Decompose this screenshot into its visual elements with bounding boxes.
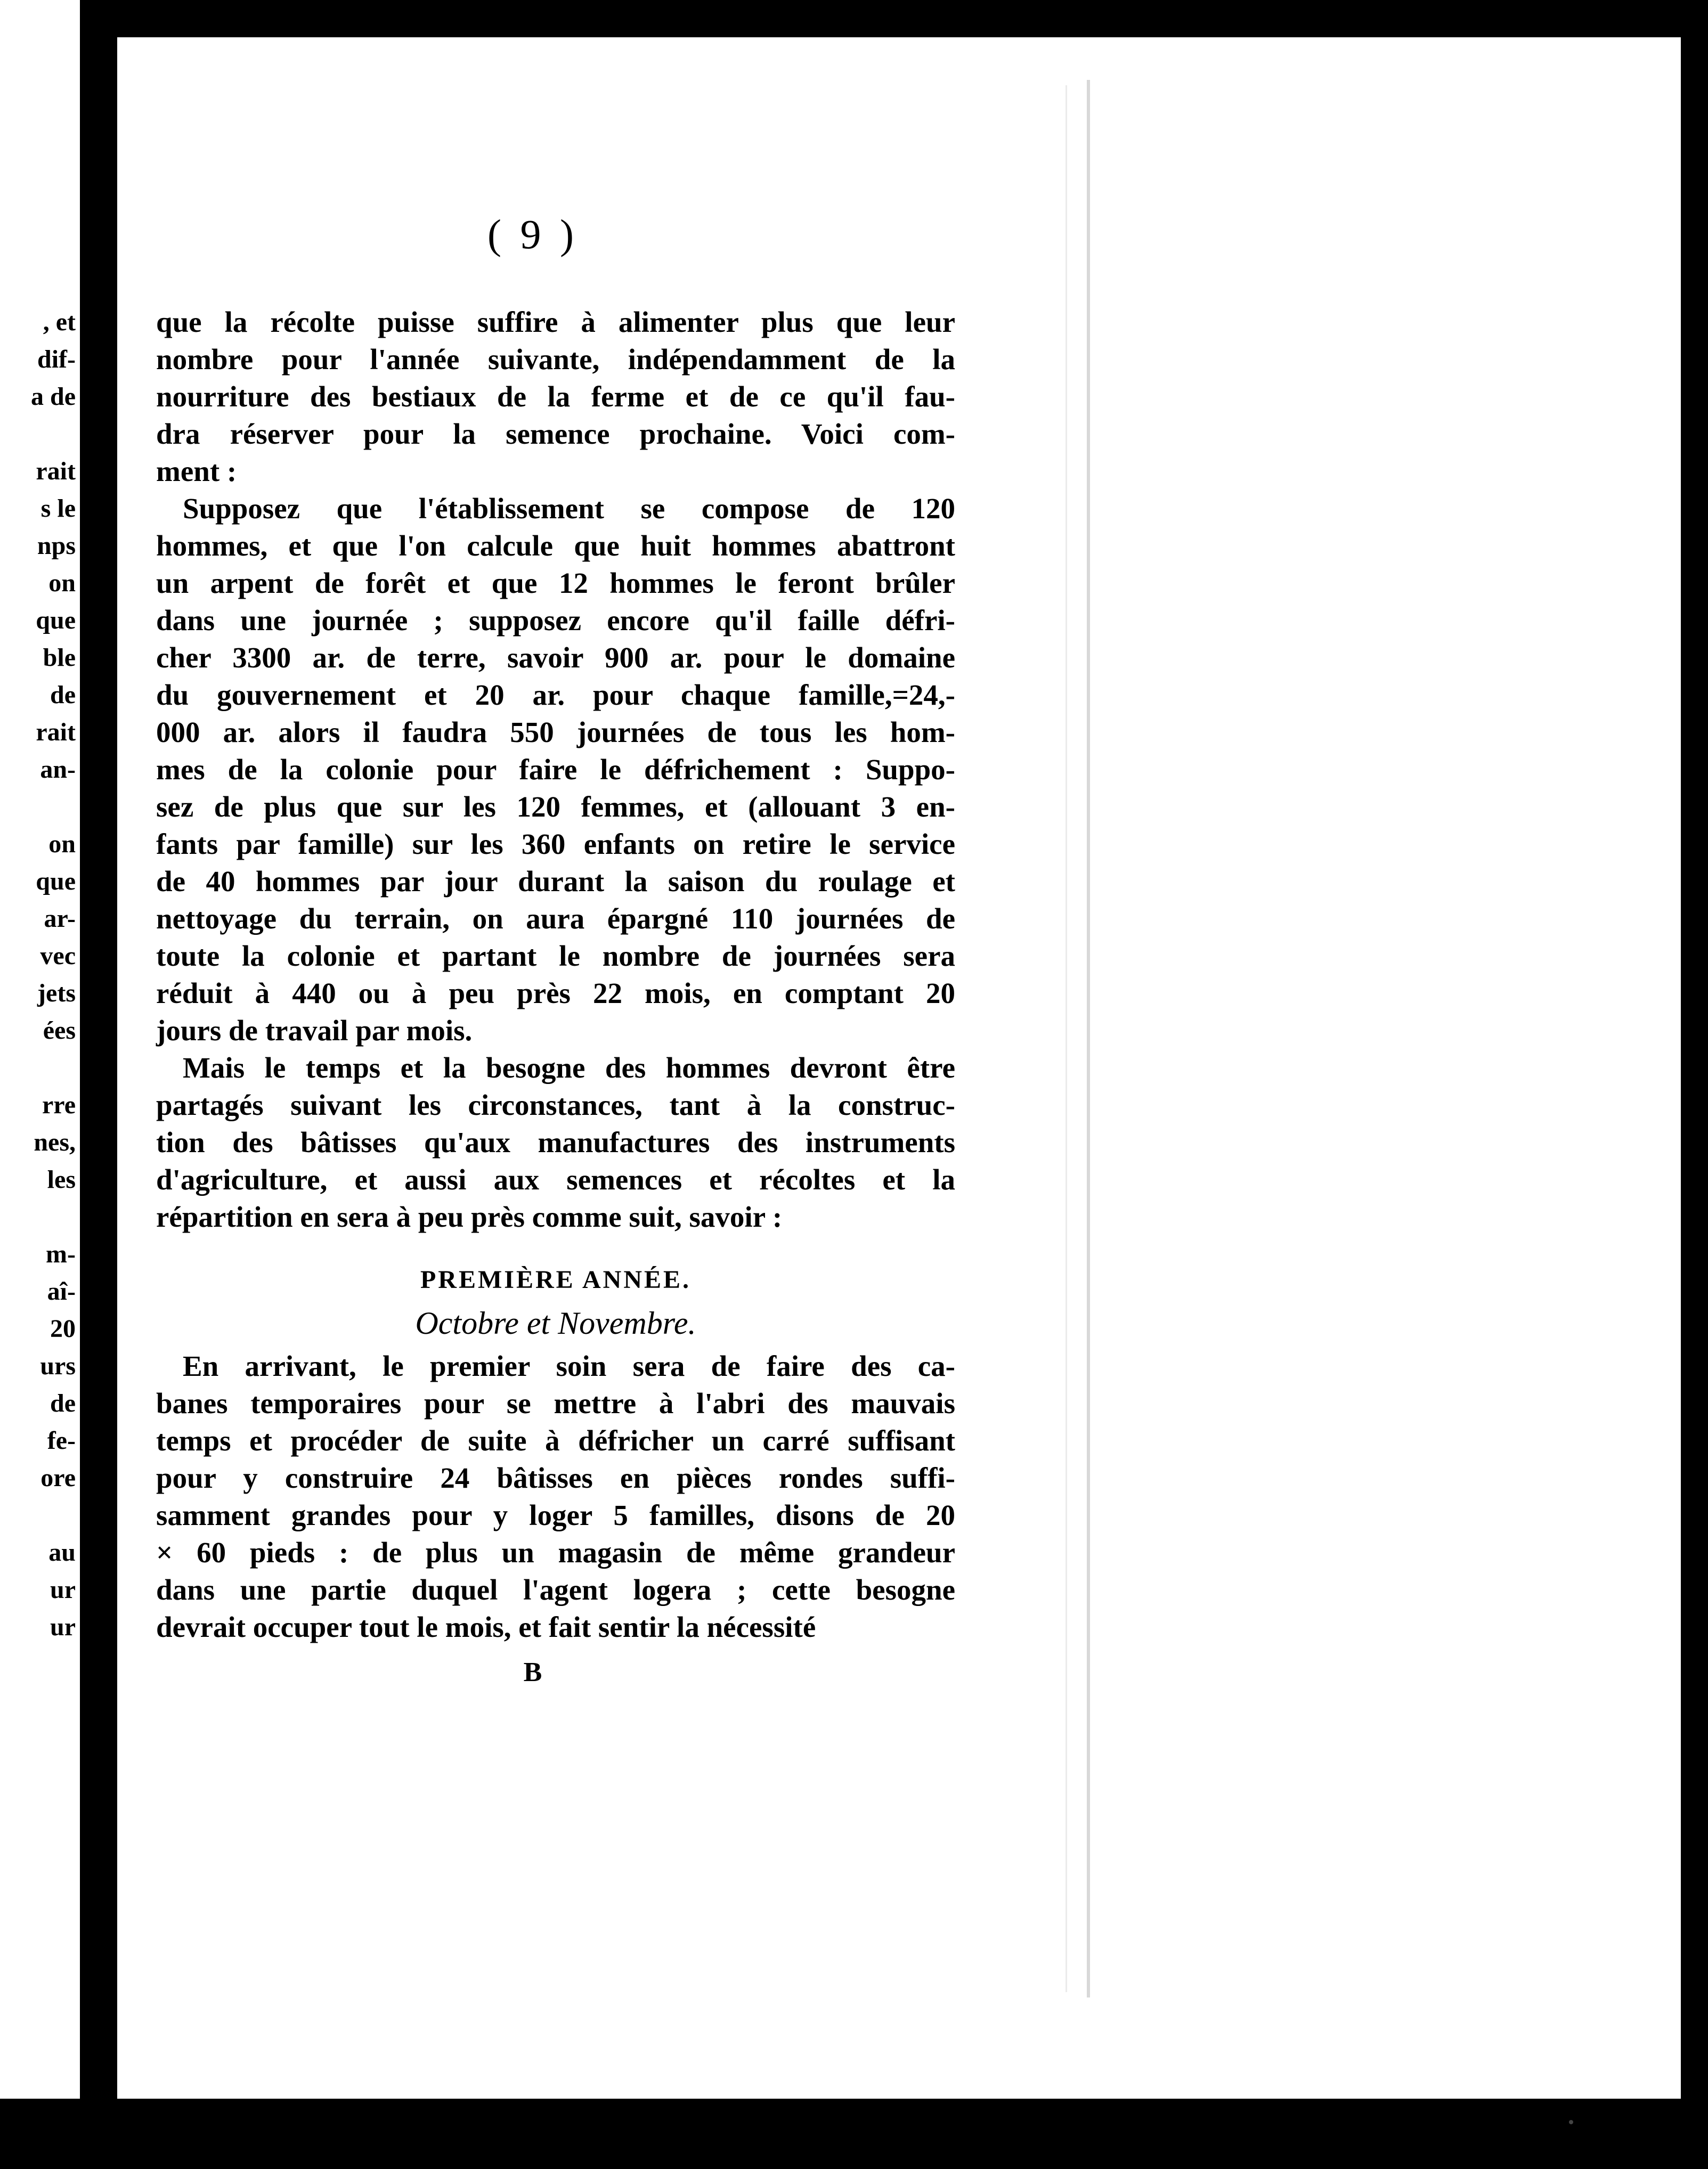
- paragraph-1: [156, 304, 955, 490]
- text-line: dans une journée ; supposez encore qu'il faille défri-: [156, 604, 955, 637]
- text-line: dra réserver pour la semence prochaine. Voici com-: [156, 418, 955, 450]
- previous-page-fragment: dif-: [37, 345, 76, 373]
- text-line: nettoyage du terrain, on aura épargné 110 journées de: [156, 902, 955, 935]
- previous-page-fragment: jets: [37, 979, 76, 1007]
- text-line: banes temporaires pour se mettre à l'abri des mauvais: [156, 1387, 955, 1420]
- previous-page-fragment: au: [48, 1538, 76, 1567]
- book-gutter-shadow: [80, 0, 117, 2099]
- paragraph-2: [156, 490, 955, 1049]
- previous-page-fragment: ore: [40, 1464, 76, 1492]
- previous-page-fragment: ble: [43, 643, 76, 672]
- text-line: temps et procéder de suite à défricher un carré suffisant: [156, 1424, 955, 1457]
- previous-page-fragment: [0, 1497, 80, 1534]
- previous-page-fragment: vec: [40, 942, 76, 970]
- previous-page-fragment: [0, 1049, 80, 1087]
- previous-page-fragment: [0, 788, 80, 826]
- page-fold-shadow: [1066, 85, 1067, 1992]
- previous-page-fragment: les: [47, 1165, 76, 1194]
- previous-page-fragment: rait: [36, 718, 76, 746]
- text-line: répartition en sera à peu près comme suit, savoir :: [156, 1201, 783, 1233]
- previous-page-fragment: que: [36, 867, 76, 895]
- previous-page-fragment: aî-: [47, 1277, 76, 1306]
- text-line: un arpent de forêt et que 12 hommes le feront brûler: [156, 567, 955, 599]
- previous-page-fragment: ur: [50, 1613, 76, 1641]
- previous-page-fragment: rait: [36, 457, 76, 485]
- previous-page-fragment: a de: [31, 382, 76, 411]
- main-text-block: [156, 304, 955, 1236]
- text-line: toute la colonie et partant le nombre de journées sera: [156, 940, 955, 972]
- scan-speck: [1689, 1406, 1701, 1422]
- scan-border-bottom: [0, 2099, 1708, 2169]
- text-line: hommes, et que l'on calcule que huit hommes abattront: [156, 529, 955, 562]
- previous-page-fragment: nes,: [34, 1128, 76, 1156]
- previous-page-fragment: que: [36, 606, 76, 634]
- section-subheading-months: Octobre et Novembre.: [415, 1306, 696, 1341]
- paragraph-4: [156, 1348, 955, 1646]
- text-line: dans une partie duquel l'agent logera ; cette besogne: [156, 1573, 955, 1606]
- previous-page-fragment: ées: [43, 1016, 76, 1045]
- text-line: du gouvernement et 20 ar. pour chaque famille,=24,-: [156, 679, 955, 711]
- text-line: 000 ar. alors il faudra 550 journées de tous les hom-: [156, 716, 955, 748]
- printer-signature-mark: B: [523, 1657, 542, 1687]
- previous-page-fragment: s le: [40, 494, 76, 523]
- text-line: d'agriculture, et aussi aux semences et récoltes et la: [156, 1163, 955, 1196]
- text-line: jours de travail par mois.: [156, 1014, 473, 1047]
- text-line: pour y construire 24 bâtisses en pièces rondes suffi-: [156, 1462, 955, 1494]
- previous-page-fragment: on: [48, 830, 76, 858]
- text-line: samment grandes pour y loger 5 familles, disons de 20: [156, 1499, 955, 1531]
- previous-page-fragment: de: [50, 1389, 76, 1417]
- text-line: tion des bâtisses qu'aux manufactures des instruments: [156, 1126, 955, 1159]
- scan-border-right: [1681, 0, 1708, 2169]
- text-line: cher 3300 ar. de terre, savoir 900 ar. pour le domaine: [156, 641, 955, 674]
- text-line: Mais le temps et la besogne des hommes devront être: [183, 1051, 955, 1084]
- previous-page-fragment: [0, 1198, 80, 1236]
- previous-page-text-fragments: [0, 304, 80, 1646]
- text-line: partagés suivant les circonstances, tant à la construc-: [156, 1089, 955, 1121]
- previous-page-fragment: fe-: [47, 1426, 76, 1455]
- scan-border-top: [117, 0, 1708, 37]
- previous-page-fragment: urs: [40, 1352, 76, 1380]
- previous-page-fragment: ur: [50, 1576, 76, 1604]
- text-line: nourriture des bestiaux de la ferme et de ce qu'il fau-: [156, 380, 955, 413]
- previous-page-fragment: , et: [43, 308, 76, 336]
- previous-page-fragment: 20: [50, 1315, 76, 1343]
- text-line: nombre pour l'année suivante, indépendamment de la: [156, 343, 955, 376]
- page-fold-line: [1087, 80, 1090, 1997]
- text-line: × 60 pieds : de plus un magasin de même grandeur: [156, 1536, 955, 1569]
- page-number: ( 9 ): [487, 211, 578, 257]
- previous-page-fragment: ar-: [44, 904, 76, 933]
- scan-speck: [1569, 2120, 1573, 2124]
- previous-page-fragment: [0, 415, 80, 453]
- text-line: de 40 hommes par jour durant la saison du roulage et: [156, 865, 955, 898]
- text-line: fants par famille) sur les 360 enfants on retire le service: [156, 828, 955, 860]
- text-line: que la récolte puisse suffire à alimenter plus que leur: [156, 306, 955, 338]
- previous-page-fragment: an-: [40, 755, 76, 784]
- text-line: ment :: [156, 455, 237, 487]
- previous-page-fragment: de: [50, 681, 76, 709]
- section-text-block: [156, 1348, 955, 1646]
- text-line: En arrivant, le premier soin sera de faire des ca-: [183, 1350, 955, 1382]
- paragraph-3: [156, 1049, 955, 1236]
- text-line: sez de plus que sur les 120 femmes, et (allouant 3 en-: [156, 790, 955, 823]
- previous-page-fragment: on: [48, 569, 76, 597]
- previous-page-fragment: m-: [46, 1240, 76, 1268]
- section-heading-year: PREMIÈRE ANNÉE.: [420, 1266, 692, 1294]
- previous-page-fragment: rre: [42, 1091, 76, 1119]
- text-line: Supposez que l'établissement se compose de 120: [183, 492, 955, 525]
- text-line: réduit à 440 ou à peu près 22 mois, en comptant 20: [156, 977, 955, 1009]
- text-line: mes de la colonie pour faire le défrichement : Suppo-: [156, 753, 955, 786]
- previous-page-fragment: nps: [37, 532, 76, 560]
- text-line: devrait occuper tout le mois, et fait sentir la nécessité: [156, 1611, 816, 1643]
